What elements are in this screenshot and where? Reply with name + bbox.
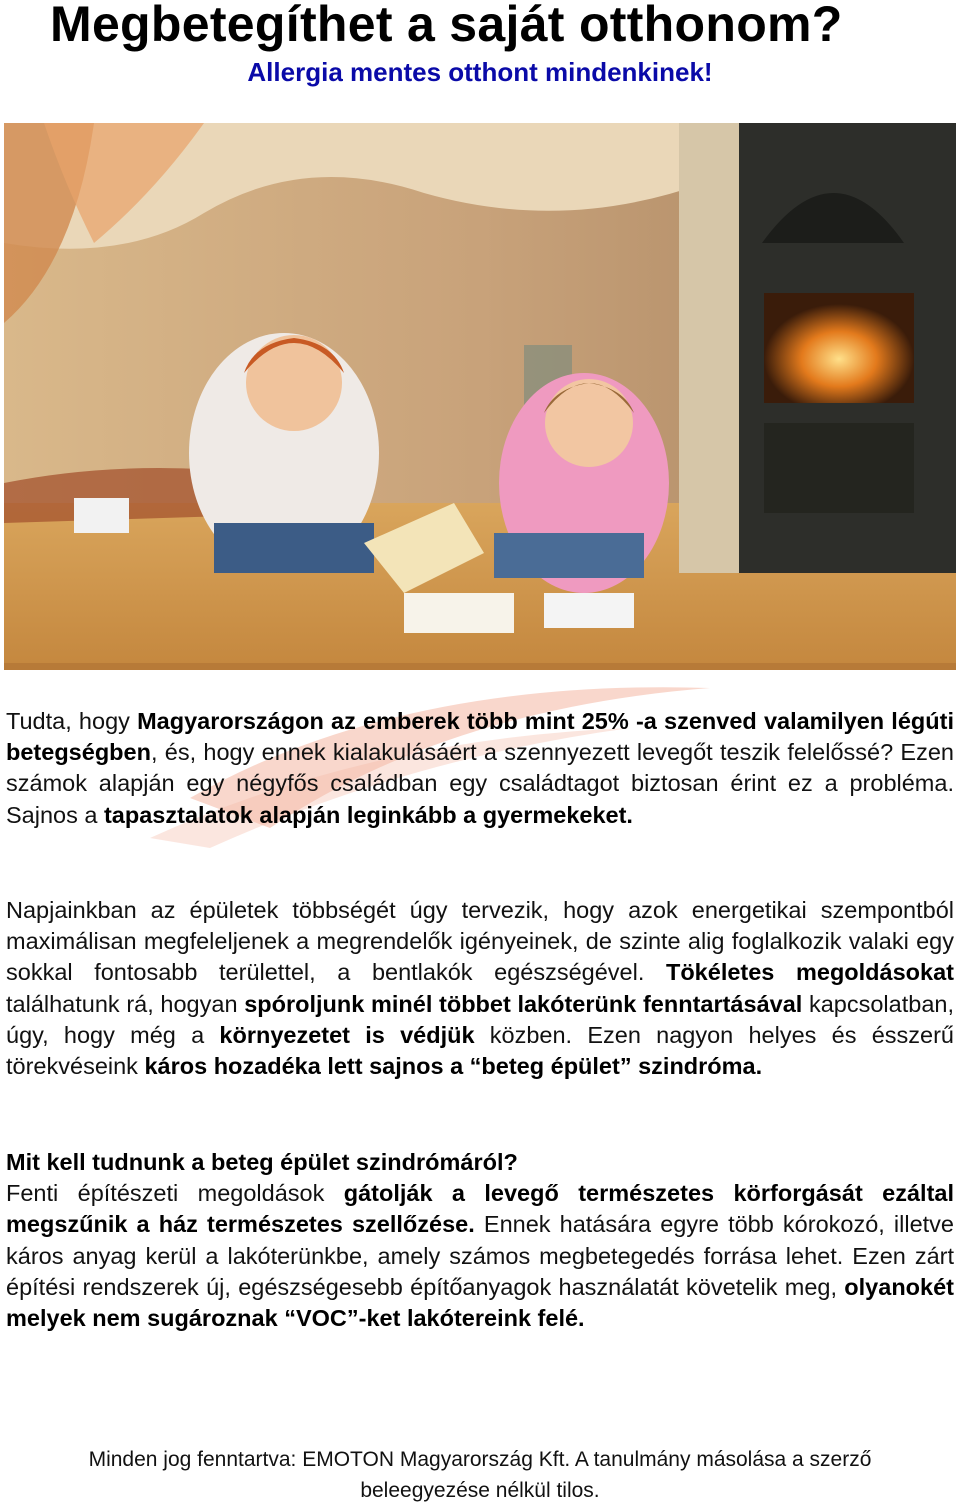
intro-text-1: Tudta, hogy <box>6 708 138 734</box>
syndrome-text-1: Fenti építészeti megoldások <box>6 1180 344 1207</box>
footer-line-1: Minden jog fenntartva: EMOTON Magyarország Kft. A tanulmány másolása a szerző <box>88 1448 872 1471</box>
syndrome-bold-2: olyanokét melyek nem sugároznak “VOC”-ket lakótereink felé. <box>6 1273 954 1332</box>
footer-line-2: beleegyezése nélkül tilos. <box>360 1479 600 1502</box>
buildings-bold-3: környezetet is védjük <box>219 1021 475 1048</box>
syndrome-text-2: Ennek hatására egyre több kórokozó, illetve káros anyag kerül a lakóterünkbe, amely számos megbetegedés forrása lehet. Ezen zárt építési rendszerek új, egészségesebb építőanyagok használatát követelik meg, <box>6 1211 954 1300</box>
buildings-text-3: kapcsolatban, úgy, hogy még a <box>6 990 954 1048</box>
buildings-text-4: közben. Ezen nagyon helyes és ésszerű törekvéseink <box>6 1021 954 1080</box>
children-photo <box>4 123 956 670</box>
syndrome-heading: Mit kell tudnunk a beteg épület szindrómáról? <box>6 1149 518 1175</box>
intro-paragraph <box>6 706 954 831</box>
intro-bold-2: tapasztalatok alapján leginkább a gyermekeket. <box>103 801 633 828</box>
buildings-paragraph <box>6 895 954 1082</box>
document-title: Megbetegíthet a saját otthonom? <box>50 0 843 52</box>
photo-illustration <box>4 123 956 670</box>
buildings-text-1: Napjainkban az épületek többségét úgy tervezik, hogy azok energetikai szempontból maximálisan megfeleljenek a megrendelők igényeinek, de szinte alig foglalkozik valaki egy sokkal fontosabb területtel, a bentlakók egészségével. <box>6 897 954 986</box>
intro-text-2: , és, hogy ennek kialakulásáért a szennyezett levegőt teszik felelőssé? Ezen számok alapján egy négyfős családban egy családtagot biztosan érint ez a probléma. Sajnos a <box>6 739 954 828</box>
copyright-footer <box>0 1444 960 1506</box>
buildings-bold-4: káros hozadéka lett sajnos a “beteg épület” szindróma. <box>144 1053 763 1080</box>
buildings-bold-1: Tökéletes megoldásokat <box>665 959 954 986</box>
document-subtitle: Allergia mentes otthont mindenkinek! <box>247 57 713 87</box>
buildings-text-2: találhatunk rá, hogyan <box>6 990 245 1017</box>
intro-bold-1: Magyarországon az emberek több mint 25% -a szenved valamilyen légúti betegségben <box>6 708 954 766</box>
syndrome-bold-1: gátolják a levegő természetes körforgását ezáltal megszűnik a ház természetes szellőzése. <box>6 1180 955 1238</box>
buildings-bold-2: spóroljunk minél többet lakóterünk fenntartásával <box>244 990 803 1017</box>
syndrome-paragraph <box>6 1147 954 1334</box>
